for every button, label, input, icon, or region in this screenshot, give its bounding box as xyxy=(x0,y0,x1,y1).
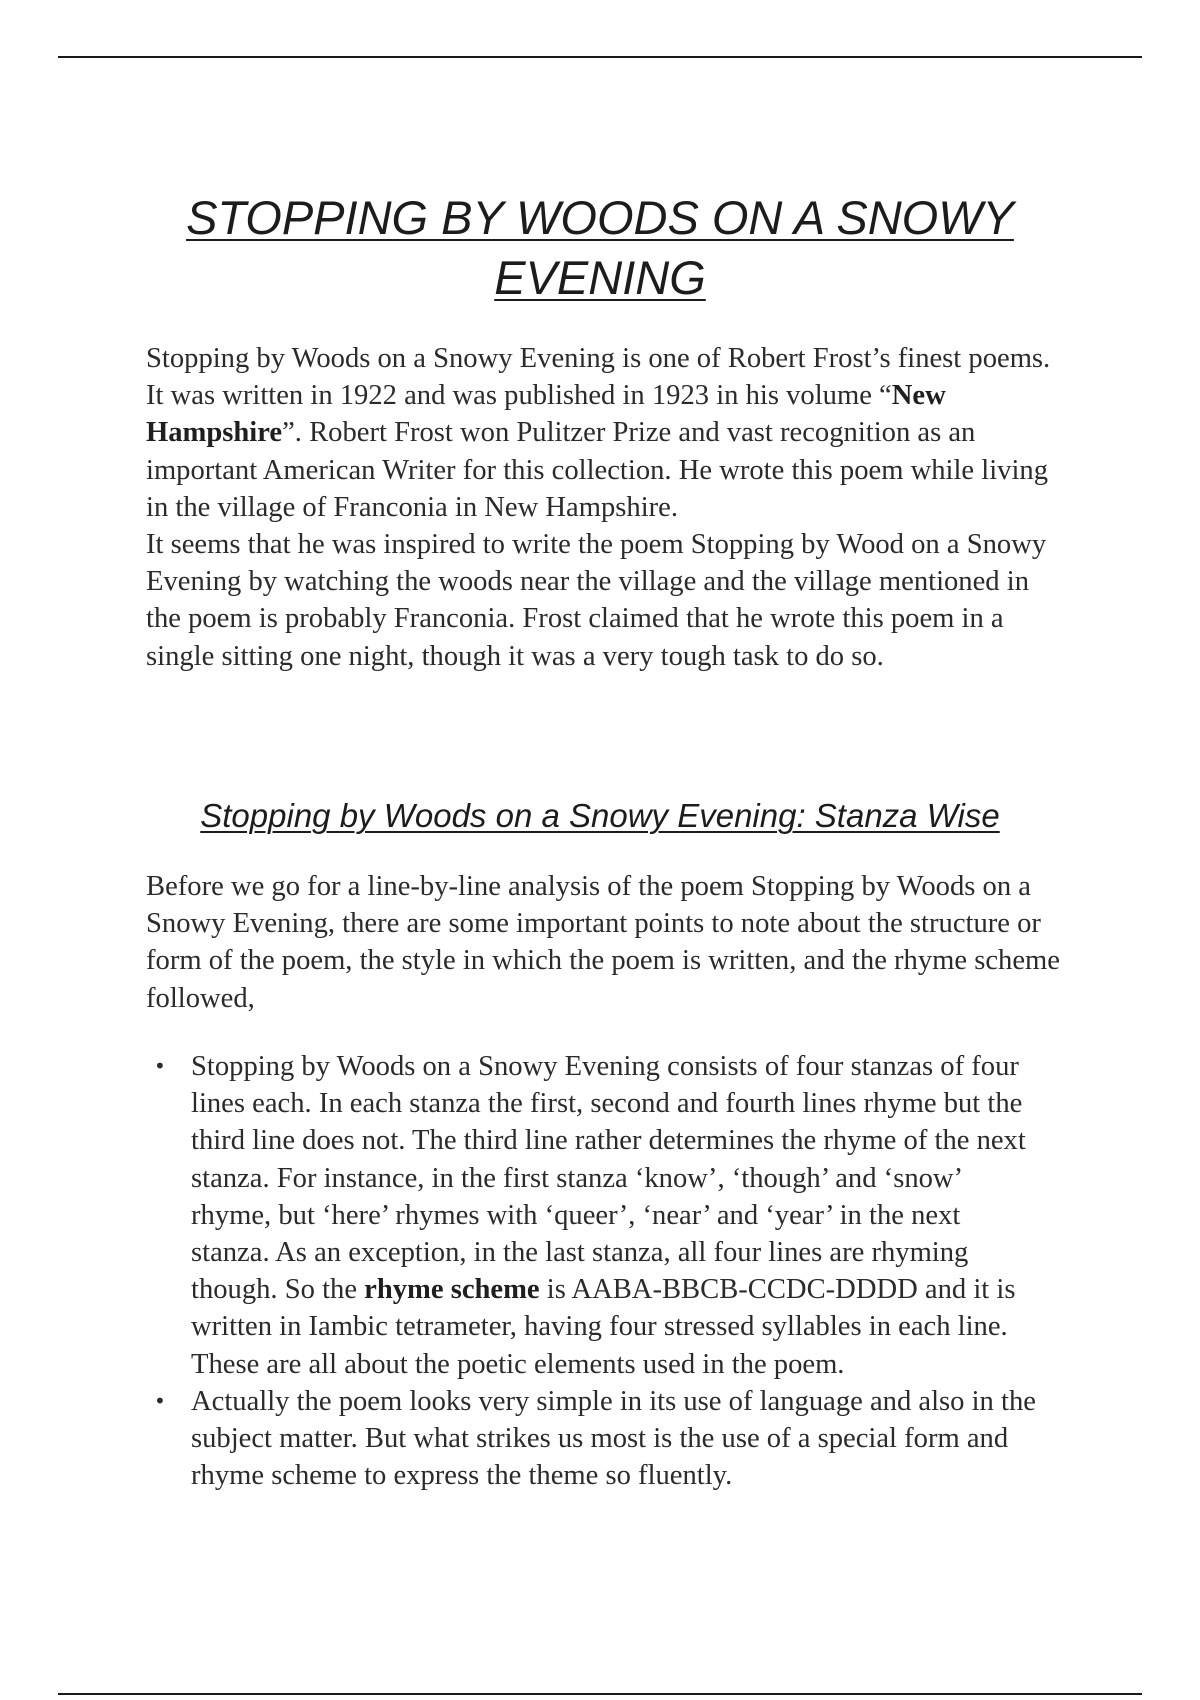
volume-title-bold: New Hampshire xyxy=(146,380,946,449)
intro-paragraph-2: It seems that he was inspired to write the poem Stopping by Wood on a Snowy Evening by watching the woods near the village and the village mentioned in the poem is probably Franconia. Frost claimed that he wrote this poem in a single sitting one night, though it was a very tough task to do so. xyxy=(146,529,1047,672)
bullet-icon: • xyxy=(154,1054,166,1078)
bullet-icon: • xyxy=(154,1388,166,1413)
intro-paragraph-1 xyxy=(146,340,1066,526)
intro-p1-text-before: Stopping by Woods on a Snowy Evening is one of Robert Frost’s finest poems. It was written in 1922 and was published in 1923 in his volume “ xyxy=(146,343,1051,412)
bullet-list xyxy=(146,1048,1046,1494)
structure-intro-paragraph: Before we go for a line-by-line analysis of the poem Stopping by Woods on a Snowy Evening, there are some important points to note about the structure or form of the poem, the style in which the poem is written, and the rhyme scheme followed, xyxy=(146,871,1060,1014)
intro-section xyxy=(146,340,1066,675)
section-subtitle: Stopping by Woods on a Snowy Evening: Stanza Wise xyxy=(200,797,1000,834)
top-rule xyxy=(58,56,1142,58)
bottom-rule xyxy=(58,1693,1142,1695)
bullet-1-text-before: Stopping by Woods on a Snowy Evening consists of four stanzas of four lines each. In each stanza the first, second and fourth lines rhyme but the third line does not. The third line rather determines the rhyme of the next stanza. For instance, in the first stanza ‘know’, ‘though’ and ‘snow’ rhyme, but ‘here’ rhymes with ‘queer’, ‘near’ and ‘year’ in the next stanza. As an exception, in the last stanza, all four lines are rhyming though. So the xyxy=(191,1051,1026,1306)
intro-p1-text-after: ”. Robert Frost won Pulitzer Prize and vast recognition as an important American Writer for this collection. He wrote this poem while living in the village of Franconia in New Hampshire. xyxy=(146,417,1048,523)
list-item xyxy=(146,1383,1046,1495)
bullet-1-text-after: is AABA-BBCB-CCDC-DDDD and it is written in Iambic tetrameter, having four stressed syllables in each line. These are all about the poetic elements used in the poem. xyxy=(191,1274,1016,1380)
bullet-2-text: Actually the poem looks very simple in its use of language and also in the subject matter. But what strikes us most is the use of a special form and rhyme scheme to express the theme so fluently. xyxy=(191,1385,1036,1492)
page-title: STOPPING BY WOODS ON A SNOWY EVENING xyxy=(186,191,1014,304)
list-item xyxy=(146,1048,1046,1383)
rhyme-scheme-bold: rhyme scheme xyxy=(364,1274,540,1306)
